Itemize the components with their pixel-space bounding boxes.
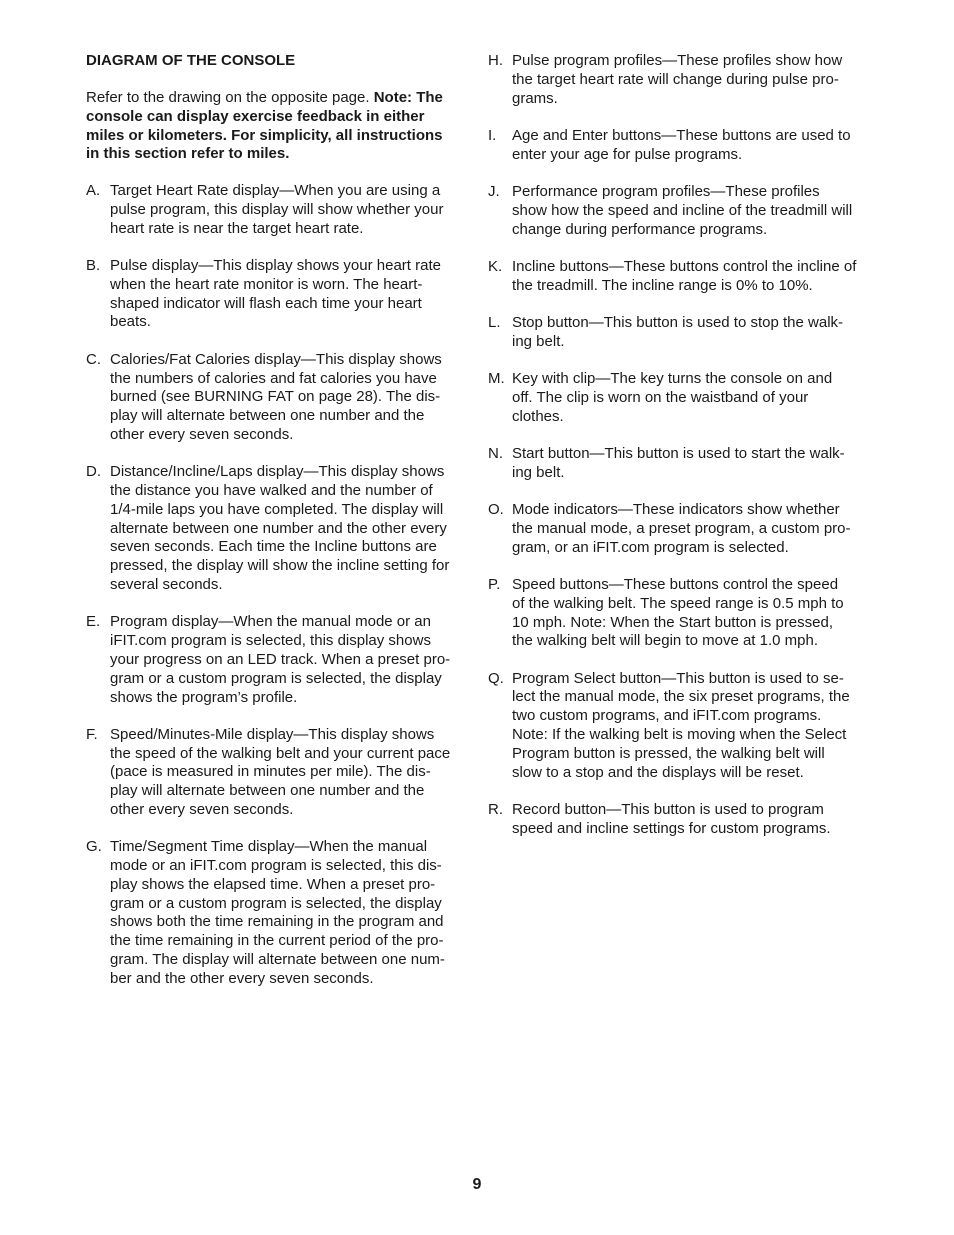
item-text-line: shows the program’s profile.: [110, 688, 298, 706]
item-text-line: Age and Enter buttons—These buttons are used to: [512, 126, 851, 144]
item-text-line: (pace is measured in minutes per mile). The dis-: [110, 763, 431, 781]
item-text-line: several seconds.: [110, 576, 223, 594]
item-text-line: Record button—This button is used to program: [512, 800, 824, 818]
intro-bold-text: miles or kilometers. For simplicity, all instructions: [86, 126, 443, 144]
item-text-line: off. The clip is worn on the waistband of your: [512, 388, 809, 406]
list-item: [488, 445, 872, 483]
list-item: [488, 801, 872, 839]
item-letter: G.: [86, 838, 102, 856]
item-text-line: play will alternate between one number and the: [110, 407, 425, 425]
item-letter: H.: [488, 52, 503, 69]
item-text-line: Start button—This button is used to start the walk-: [512, 444, 845, 462]
intro-paragraph: [86, 89, 470, 164]
list-item: [86, 838, 470, 988]
page-number: 9: [472, 1176, 482, 1193]
item-text-line: the target heart rate will change during pulse pro-: [512, 70, 839, 88]
item-text-line: play shows the elapsed time. When a preset pro-: [110, 875, 436, 893]
list-item: [86, 726, 470, 820]
right-column: [488, 52, 872, 857]
item-text-line: Program Select button—This button is used to se-: [512, 669, 844, 687]
list-item: [86, 182, 470, 238]
item-text-line: show how the speed and incline of the treadmill will: [512, 201, 853, 219]
item-text-line: clothes.: [512, 407, 564, 425]
item-text-line: the speed of the walking belt and your current pace: [110, 744, 451, 762]
list-item: [488, 52, 872, 108]
item-text-line: the walking belt will begin to move at 1.0 mph.: [512, 632, 818, 650]
item-text-line: grams.: [512, 89, 558, 107]
item-text-line: Pulse program profiles—These profiles show how: [512, 52, 843, 69]
item-text-line: when the heart rate monitor is worn. The heart-: [110, 275, 423, 293]
item-letter: B.: [86, 257, 101, 275]
list-item: [488, 314, 872, 352]
intro-line: [86, 108, 470, 127]
item-text-line: alternate between one number and the other every: [110, 519, 447, 537]
item-text-line: Speed/Minutes-Mile display—This display shows: [110, 725, 435, 743]
item-text-line: Mode indicators—These indicators show whether: [512, 501, 840, 519]
item-text-line: slow to a stop and the displays will be reset.: [512, 763, 804, 781]
item-text-line: play will alternate between one number and the: [110, 782, 425, 800]
item-text-line: the manual mode, a preset program, a custom pro-: [512, 519, 851, 537]
item-text-line: burned (see BURNING FAT on page 28). The dis-: [110, 388, 441, 406]
intro-line: [86, 89, 470, 108]
item-text-line: change during performance programs.: [512, 220, 768, 238]
item-text-line: ing belt.: [512, 463, 565, 481]
left-item-list: [86, 182, 470, 988]
intro-line: [86, 127, 470, 146]
item-letter: F.: [86, 725, 98, 743]
list-item: [86, 351, 470, 445]
intro-text: Refer to the drawing on the opposite page.: [86, 89, 374, 106]
item-text-line: the distance you have walked and the number of: [110, 482, 433, 500]
item-text-line: the time remaining in the current period of the pro-: [110, 932, 444, 950]
list-item: [86, 613, 470, 707]
item-text-line: enter your age for pulse programs.: [512, 145, 743, 163]
item-text-line: 10 mph. Note: When the Start button is pressed,: [512, 613, 834, 631]
list-item: [488, 576, 872, 651]
list-item: [86, 257, 470, 332]
item-letter: D.: [86, 463, 101, 481]
list-item: [86, 463, 470, 595]
item-letter: C.: [86, 350, 101, 368]
item-text-line: Note: If the walking belt is moving when the Select: [512, 726, 847, 744]
list-item: [488, 127, 872, 165]
item-text-line: Calories/Fat Calories display—This display shows: [110, 350, 442, 368]
list-item: [488, 183, 872, 239]
item-text-line: Speed buttons—These buttons control the speed: [512, 575, 839, 593]
item-text-line: ing belt.: [512, 332, 565, 350]
list-item: [488, 370, 872, 426]
item-text-line: Stop button—This button is used to stop the walk-: [512, 313, 844, 331]
intro-line: [86, 145, 470, 164]
item-text-line: of the walking belt. The speed range is 0.5 mph to: [512, 594, 844, 612]
item-letter: L.: [488, 313, 501, 331]
item-text-line: heart rate is near the target heart rate.: [110, 219, 364, 237]
intro-bold-text: console can display exercise feedback in either: [86, 107, 425, 125]
item-text-line: Program button is pressed, the walking belt will: [512, 744, 825, 762]
item-text-line: lect the manual mode, the six preset programs, the: [512, 688, 850, 706]
item-text-line: beats.: [110, 313, 151, 331]
item-text-line: mode or an iFIT.com program is selected, this dis-: [110, 857, 442, 875]
intro-bold-text: in this section refer to miles.: [86, 145, 290, 163]
item-text-line: Distance/Incline/Laps display—This display shows: [110, 463, 445, 481]
item-text-line: your progress on an LED track. When a preset pro-: [110, 650, 451, 668]
item-letter: R.: [488, 800, 503, 818]
item-text-line: two custom programs, and iFIT.com programs.: [512, 707, 822, 725]
item-text-line: seven seconds. Each time the Incline buttons are: [110, 538, 437, 556]
left-column: [86, 52, 470, 1007]
item-letter: Q.: [488, 669, 504, 687]
item-letter: P.: [488, 575, 501, 593]
item-text-line: pulse program, this display will show whether your: [110, 200, 444, 218]
item-text-line: the numbers of calories and fat calories you have: [110, 369, 437, 387]
item-text-line: gram, or an iFIT.com program is selected.: [512, 538, 789, 556]
list-item: [488, 670, 872, 783]
item-letter: M.: [488, 370, 505, 388]
item-text-line: gram or a custom program is selected, the display: [110, 894, 442, 912]
intro-bold-text: Note: The: [373, 89, 443, 106]
item-letter: N.: [488, 444, 503, 462]
item-text-line: Pulse display—This display shows your heart rate: [110, 257, 441, 275]
item-letter: I.: [488, 126, 497, 144]
item-letter: K.: [488, 257, 503, 275]
item-text-line: Target Heart Rate display—When you are using a: [110, 182, 441, 200]
item-text-line: gram. The display will alternate between one num-: [110, 951, 445, 969]
item-text-line: speed and incline settings for custom programs.: [512, 819, 831, 837]
list-item: [488, 258, 872, 296]
item-text-line: shows both the time remaining in the program and: [110, 913, 444, 931]
item-text-line: other every seven seconds.: [110, 425, 294, 443]
item-text-line: Performance program profiles—These profiles: [512, 182, 820, 200]
item-text-line: the treadmill. The incline range is 0% to 10%.: [512, 276, 813, 294]
item-text-line: gram or a custom program is selected, the display: [110, 669, 442, 687]
list-item: [488, 501, 872, 557]
item-text-line: shaped indicator will flash each time your heart: [110, 294, 422, 312]
item-letter: J.: [488, 182, 500, 200]
item-letter: A.: [86, 182, 101, 200]
item-text-line: ber and the other every seven seconds.: [110, 969, 374, 987]
item-letter: O.: [488, 501, 504, 519]
right-item-list: [488, 52, 872, 839]
item-text-line: 1/4-mile laps you have completed. The display will: [110, 500, 444, 518]
item-text-line: Time/Segment Time display—When the manual: [110, 838, 428, 856]
item-text-line: Program display—When the manual mode or an: [110, 613, 431, 631]
item-text-line: pressed, the display will show the incline setting for: [110, 557, 450, 575]
section-heading: DIAGRAM OF THE CONSOLE: [86, 52, 296, 69]
item-text-line: other every seven seconds.: [110, 801, 294, 818]
item-text-line: Incline buttons—These buttons control the incline of: [512, 257, 857, 275]
item-text-line: iFIT.com program is selected, this display shows: [110, 632, 431, 650]
item-text-line: Key with clip—The key turns the console on and: [512, 370, 833, 388]
item-letter: E.: [86, 613, 101, 631]
